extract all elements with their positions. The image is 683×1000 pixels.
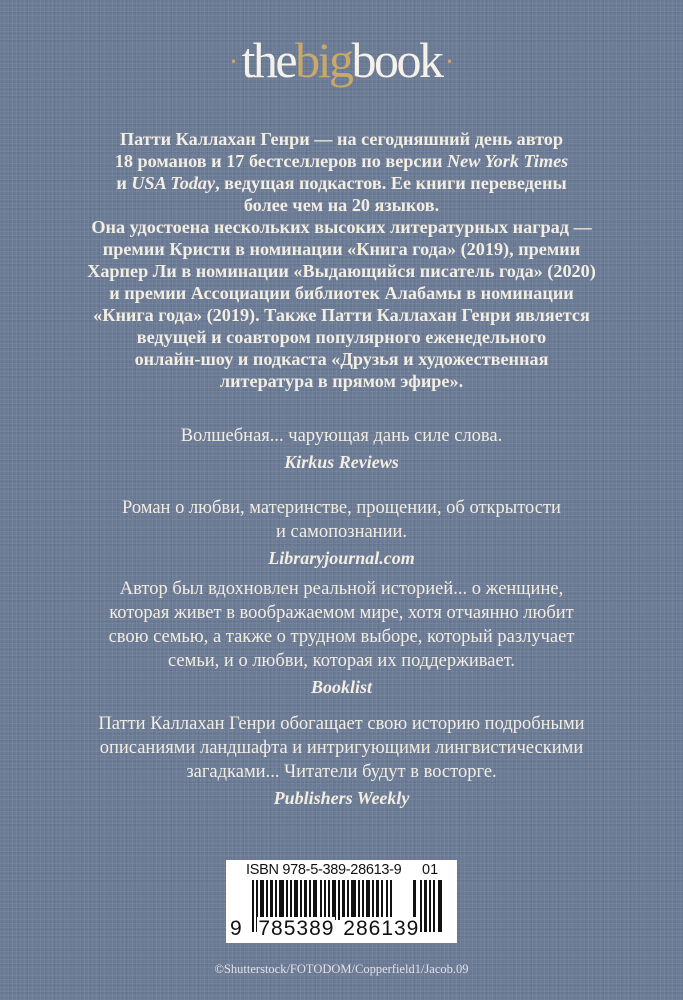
logo-dot-right: · <box>444 45 455 78</box>
isbn-label: ISBN 978-5-389-28613-9 <box>246 862 402 878</box>
logo-big: big <box>295 32 352 88</box>
review-source: Publishers Weekly <box>273 788 410 808</box>
quote-line: Волшебная... чарующая дань силе слова. <box>180 426 503 446</box>
quote-line: загадками... Читатели будут в восторге. <box>186 762 497 782</box>
bio-line: ведущей и соавтором популярного еженедельного <box>136 327 547 347</box>
quote-line: и самопознании. <box>275 522 408 542</box>
bio-line: онлайн-шоу и подкаста «Друзья и художественная <box>134 349 549 369</box>
logo-dot-left: · <box>228 45 239 78</box>
bio-line: 18 романов и 17 бестселлеров по версии New York Times <box>114 151 569 171</box>
bio-line: и USA Today, ведущая подкастов. Ее книги переведены <box>116 173 567 193</box>
bio-line: «Книга года» (2019). Также Патти Каллахан Генри является <box>93 305 590 325</box>
logo-book: book <box>351 32 442 88</box>
isbn-barcode <box>226 860 457 943</box>
bio-line: более чем на 20 языков. <box>243 195 440 215</box>
review-source: Libraryjournal.com <box>268 548 415 568</box>
bio-line: Она удостоена нескольких высоких литературных наград — <box>91 217 592 237</box>
bio-line: Харпер Ли в номинации «Выдающийся писатель года» (2020) <box>87 261 596 281</box>
review-source: Kirkus Reviews <box>284 452 399 472</box>
bio-line: Патти Каллахан Генри — на сегодняшний день автор <box>120 129 563 149</box>
review-quote-libraryjournal <box>40 496 643 570</box>
bio-line: премии Кристи в номинации «Книга года» (2019), премии <box>102 239 581 259</box>
barcode-addon-label: 01 <box>422 862 439 878</box>
logo-the: the <box>241 32 296 88</box>
quote-line: описаниями ландшафта и интригующими лингвистическими <box>99 738 584 758</box>
review-quote-booklist <box>40 577 643 699</box>
bio-line: и премии Ассоциации библиотек Алабамы в номинации <box>109 283 574 303</box>
review-quote-kirkus <box>40 424 643 474</box>
bio-line: литература в прямом эфире». <box>219 371 464 391</box>
quote-line: семьи, и о любви, которая их поддерживает. <box>167 651 516 671</box>
ean-digits: 9 785389 286139 <box>230 917 420 940</box>
publisher-logo <box>0 28 683 94</box>
review-source: Booklist <box>310 677 372 697</box>
image-credit: ©Shutterstock/FOTODOM/Copperfield1/Jacob.09 <box>214 962 469 976</box>
review-quote-publishers-weekly <box>40 712 643 810</box>
author-bio <box>60 128 623 392</box>
quote-line: Патти Каллахан Генри обогащает свою историю подробными <box>98 714 585 734</box>
quote-line: Роман о любви, материнстве, прощении, об открытости <box>122 498 561 518</box>
quote-line: Автор был вдохновлен реальной историей... о женщине, <box>119 579 564 599</box>
quote-line: свою семью, а также о трудном выборе, который разлучает <box>108 627 575 647</box>
quote-line: которая живет в воображаемом мире, хотя отчаянно любит <box>109 603 574 623</box>
